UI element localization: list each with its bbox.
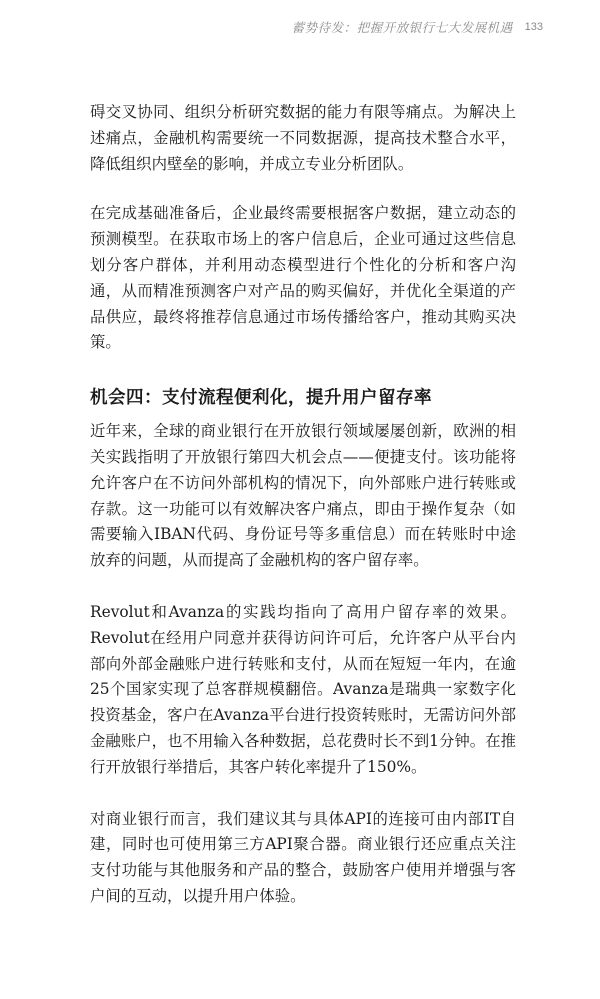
paragraph-5: 对商业银行而言，我们建议其与具体API的连接可由内部IT自建，同时也可使用第三方API聚合器。商业银行还应重点关注支付功能与其他服务和产品的整合，鼓励客户使用并增强与客户间的互动，以提升用户体验。 (90, 809, 516, 905)
paragraph-1: 碍交叉协同、组织分析研究数据的能力有限等痛点。为解决上述痛点，金融机构需要统一不同数据源，提高技术整合水平，降低组织内壁垒的影响，并成立专业分析团队。 (90, 103, 516, 173)
section-heading: 机会四：支付流程便利化，提升用户留存率 (90, 388, 432, 409)
page-number: 133 (524, 21, 543, 33)
running-title: 蓄势待发：把握开放银行七大发展机遇 (291, 20, 513, 35)
paragraph-2: 在完成基础准备后，企业最终需要根据客户数据，建立动态的预测模型。在获取市场上的客户信息后，企业可通过这些信息划分客户群体，并利用动态模型进行个性化的分析和客户沟通，从而精准预测客户对产品的购买偏好，并优化全渠道的产品供应，最终将推荐信息通过市场传播给客户，推动其购买决策。 (90, 204, 516, 352)
page-header (292, 18, 543, 36)
paragraph-3: 近年来，全球的商业银行在开放银行领域屡屡创新，欧洲的相关实践指明了开放银行第四大机会点——便捷支付。该功能将允许客户在不访问外部机构的情况下，向外部账户进行转账或存款。这一功能可以有效解决客户痛点，即由于操作复杂（如需要输入IBAN代码、身份证号等多重信息）而在转账时中途放弃的问题，从而提高了金融机构的客户留存率。 (90, 422, 516, 570)
page-content (90, 100, 516, 936)
paragraph-4: Revolut和Avanza的实践均指向了高用户留存率的效果。Revolut在经用户同意并获得访问许可后，允许客户从平台内部向外部金融账户进行转账和支付，从而在短短一年内，在逾25个国家实现了总客群规模翻倍。Avanza是瑞典一家数字化投资基金，客户在Avanza平台进行投资转账时，无需访问外部金融账户，也不用输入各种数据，总花费时长不到1分钟。在推行开放银行举措后，其客户转化率提升了150%。 (90, 602, 516, 776)
